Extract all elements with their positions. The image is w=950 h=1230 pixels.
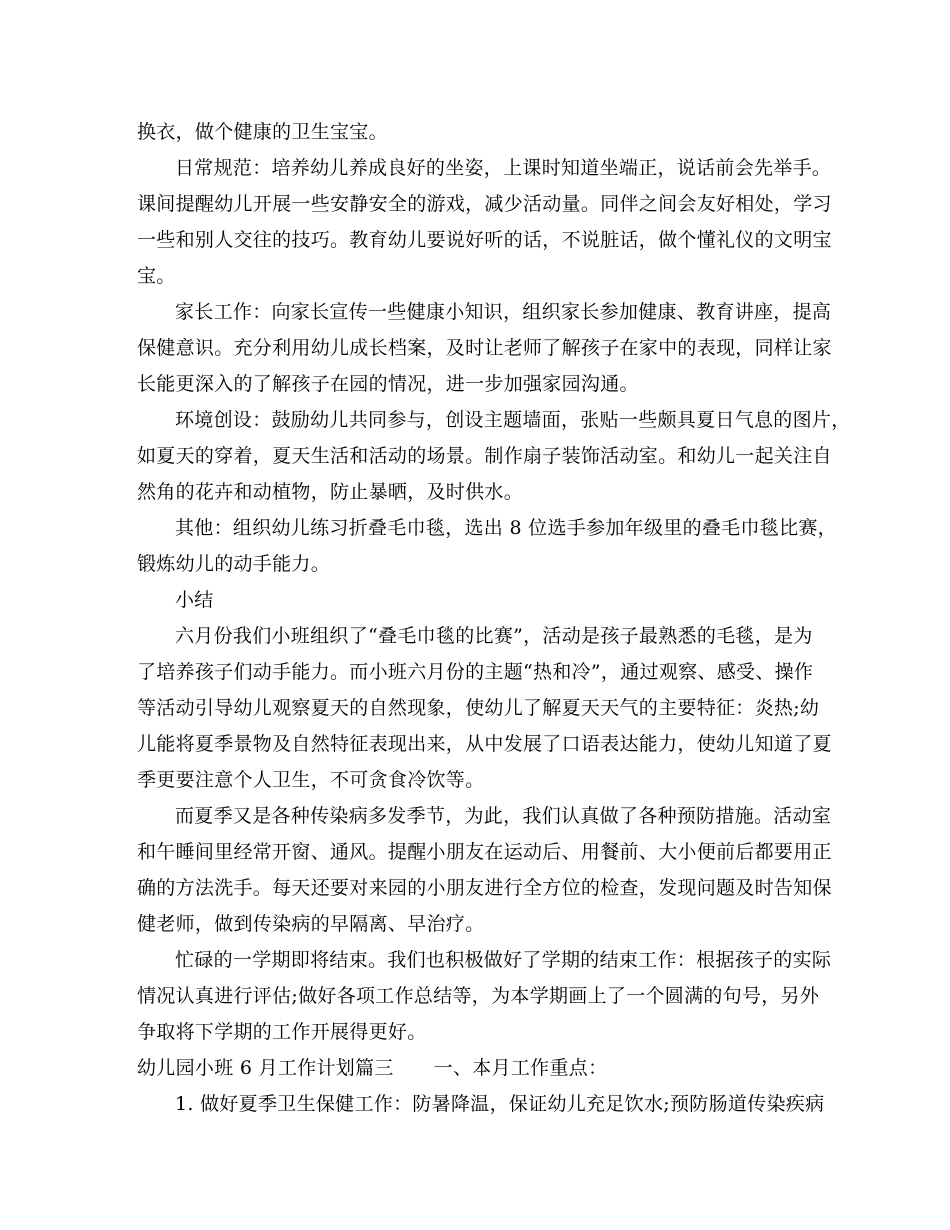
paragraph-line: 了培养孩子们动手能力。而小班六月份的主题“热和冷”，通过观察、感受、操作 xyxy=(137,661,814,683)
paragraph-line: 健老师，做到传染病的早隔离、早治疗。 xyxy=(137,913,485,935)
paragraph-line: 和午睡间里经常开窗、通风。提醒小朋友在运动后、用餐前、大小便前后都要用正 xyxy=(137,841,832,863)
plan-title: 幼儿园小班 6 月工作计划篇三 xyxy=(137,1057,394,1079)
paragraph-line: 儿能将夏季景物及自然特征表现出来，从中发展了口语表达能力，使幼儿知道了夏 xyxy=(137,733,832,755)
paragraph-line: 六月份我们小班组织了“叠毛巾毯的比赛”，活动是孩子最熟悉的毛毯，是为 xyxy=(175,625,813,647)
section-heading: 小结 xyxy=(175,589,214,611)
paragraph-line: 保健意识。充分利用幼儿成长档案，及时让老师了解孩子在家中的表现，同样让家 xyxy=(137,337,832,359)
paragraph-line: 如夏天的穿着，夏天生活和活动的场景。制作扇子装饰活动室。和幼儿一起关注自 xyxy=(137,445,832,467)
paragraph-line: 忙碌的一学期即将结束。我们也积极做好了学期的结束工作：根据孩子的实际 xyxy=(175,949,832,971)
paragraph-line: 宝。 xyxy=(137,265,176,287)
paragraph-line: 季更要注意个人卫生，不可贪食冷饮等。 xyxy=(137,769,485,791)
paragraph-line: 家长工作：向家长宣传一些健康小知识，组织家长参加健康、教育讲座，提高 xyxy=(175,301,832,323)
paragraph-line: 日常规范：培养幼儿养成良好的坐姿，上课时知道坐端正，说话前会先举手。 xyxy=(175,157,832,179)
paragraph-line: 等活动引导幼儿观察夏天的自然现象，使幼儿了解夏天天气的主要特征：炎热;幼 xyxy=(137,697,820,719)
plan-heading-line xyxy=(137,1050,827,1086)
paragraph-line: 然角的花卉和动植物，防止暴晒，及时供水。 xyxy=(137,481,524,503)
paragraph-line: 环境创设：鼓励幼儿共同参与，创设主题墙面，张贴一些颇具夏日气息的图片， xyxy=(175,409,851,431)
paragraph-line: 锻炼幼儿的动手能力。 xyxy=(137,553,331,575)
paragraph-line: 情况认真进行评估;做好各项工作总结等，为本学期画上了一个圆满的句号，另外 xyxy=(137,985,820,1007)
paragraph-line: 其他：组织幼儿练习折叠毛巾毯，选出 8 位选手参加年级里的叠毛巾毯比赛， xyxy=(175,517,837,539)
paragraph-line: 长能更深入的了解孩子在园的情况，进一步加强家园沟通。 xyxy=(137,373,639,395)
paragraph-line: 一些和别人交往的技巧。教育幼儿要说好听的话，不说脏话，做个懂礼仪的文明宝 xyxy=(137,229,832,251)
paragraph-line: 而夏季又是各种传染病多发季节，为此，我们认真做了各种预防措施。活动室 xyxy=(175,805,832,827)
plan-section-title: 一、本月工作重点： xyxy=(433,1057,608,1079)
list-item: 1. 做好夏季卫生保健工作：防暑降温，保证幼儿充足饮水;预防肠道传染疾病 xyxy=(175,1093,825,1115)
paragraph-line: 确的方法洗手。每天还要对来园的小朋友进行全方位的检查，发现问题及时告知保 xyxy=(137,877,832,899)
paragraph-line: 争取将下学期的工作开展得更好。 xyxy=(137,1021,427,1043)
paragraph-line: 换衣，做个健康的卫生宝宝。 xyxy=(137,121,388,143)
paragraph-line: 课间提醒幼儿开展一些安静安全的游戏，减少活动量。同伴之间会友好相处，学习 xyxy=(137,193,832,215)
